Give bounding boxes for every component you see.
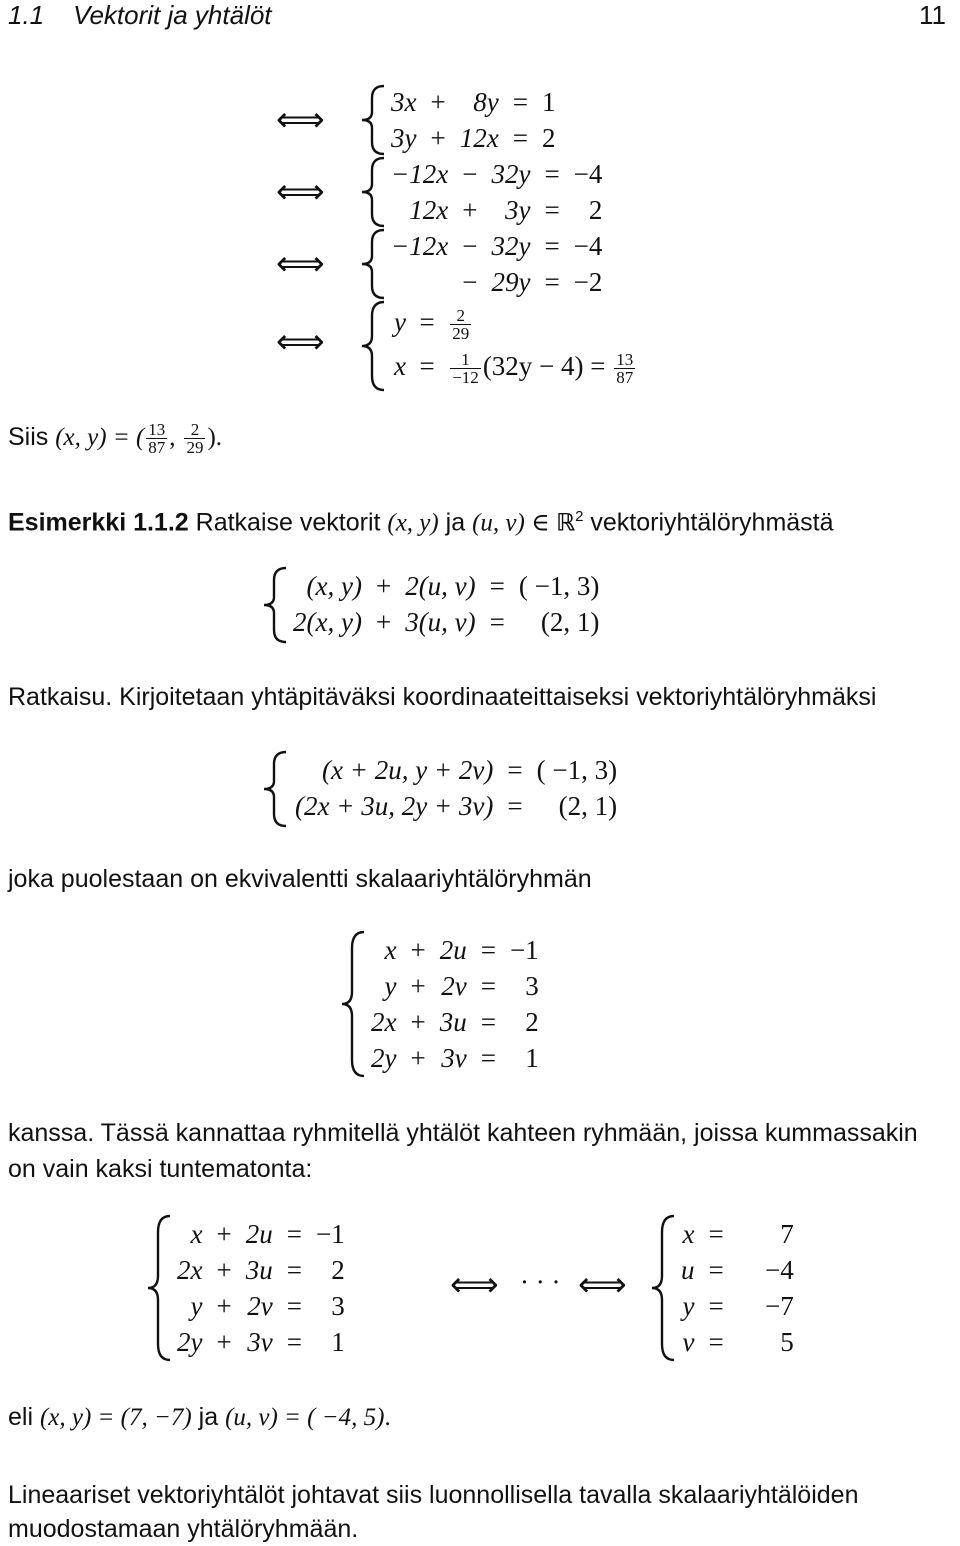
- iff-arrow-1: ⟺: [276, 100, 325, 140]
- solution-y: y = $\frac{2}{29}$: [394, 306, 470, 344]
- iff-arrow-3: ⟺: [276, 244, 325, 284]
- solution-x: x = $\frac{1}{-12}$ (32y − 4) = $\frac{13}{87}$: [394, 350, 634, 388]
- equation-row: 12x + 3y = 2: [409, 195, 603, 225]
- brace-left-icon: [650, 1214, 676, 1362]
- equation-row: 2y + 3v = 1: [177, 1327, 345, 1357]
- section-title: Vektorit ja yhtälöt: [73, 0, 272, 30]
- real-numbers-symbol: ℝ: [555, 508, 576, 537]
- equation-row: v = 5: [682, 1327, 794, 1357]
- conclusion-1: Siis (x, y) = ( $\frac{13}{87}$ , $\frac{2}{29}$ ).: [8, 419, 223, 457]
- ellipsis: · · ·: [520, 1267, 561, 1297]
- solution-intro: Ratkaisu. Kirjoitetaan yhtäpitäväksi koordinaateittaiseksi vektoriyhtälöryhmäksi: [8, 683, 877, 711]
- iff-arrow-2: ⟺: [276, 172, 325, 212]
- final-paragraph-line-2: muodostamaan yhtälöryhmään.: [8, 1515, 359, 1543]
- brace-left-icon: [146, 1214, 172, 1362]
- brace-left-icon: [360, 228, 386, 300]
- equation-row: 3x + 8y = 1: [391, 87, 556, 117]
- equation-row: x + 2u = −1: [384, 935, 539, 965]
- fraction: $\frac{13}{87}$: [148, 419, 166, 457]
- final-solution-system: [674, 1216, 801, 1360]
- paragraph-equivalent: joka puolestaan on ekvivalentti skalaariyhtälöryhmän: [8, 865, 592, 893]
- system-step-2: [384, 156, 609, 228]
- running-header: [8, 0, 272, 31]
- grouped-system: [170, 1216, 352, 1360]
- page-number: 11: [919, 0, 946, 30]
- equation-row: y + 2v = 3: [190, 1291, 345, 1321]
- brace-left-icon: [262, 566, 288, 644]
- brace-left-icon: [360, 300, 386, 392]
- iff-arrow-4: ⟺: [276, 322, 325, 362]
- fraction: $\frac{1}{-12}$: [452, 350, 479, 388]
- iff-arrow-6: ⟺: [578, 1265, 627, 1305]
- solution-label: Ratkaisu.: [8, 683, 113, 711]
- system-step-1: [384, 84, 562, 156]
- vector-system: [286, 568, 606, 640]
- paragraph-grouping-line-2: on vain kaksi tuntematonta:: [8, 1155, 313, 1183]
- equation-row: 2x + 3u = 2: [177, 1255, 345, 1285]
- conclusion-2: eli (x, y) = (7, −7) ja (u, v) = ( −4, 5).: [8, 1403, 391, 1431]
- brace-left-icon: [360, 156, 386, 228]
- equation-row: (x, y) + 2(u, v) = ( −1, 3): [306, 571, 600, 601]
- equation-row: − 29y = −2: [462, 267, 603, 297]
- equation-row: y = −7: [682, 1291, 794, 1321]
- equation-row: 3y + 12x = 2: [391, 123, 556, 153]
- section-number: 1.1: [8, 0, 45, 30]
- fraction: $\frac{2}{29}$: [452, 306, 470, 344]
- brace-left-icon: [340, 930, 366, 1078]
- equation-row: u = −4: [681, 1255, 794, 1285]
- scalar-system: [364, 932, 546, 1076]
- brace-left-icon: [360, 84, 386, 156]
- fraction: $\frac{13}{87}$: [616, 350, 634, 388]
- equation-row: 2x + 3u = 2: [371, 1007, 539, 1037]
- equation-row: −12x − 32y = −4: [391, 159, 603, 189]
- equation-row: y + 2v = 3: [384, 971, 539, 1001]
- brace-left-icon: [262, 750, 288, 828]
- example-label: Esimerkki 1.1.2: [8, 508, 189, 537]
- fraction: $\frac{2}{29}$: [186, 419, 204, 457]
- equation-row: 2y + 3v = 1: [371, 1043, 539, 1073]
- equation-row: −12x − 32y = −4: [391, 231, 603, 261]
- final-paragraph-line-1: Lineaariset vektoriyhtälöt johtavat siis luonnollisella tavalla skalaariyhtälöiden: [8, 1481, 859, 1509]
- equation-row: x = 7: [682, 1219, 794, 1249]
- equation-row: 2(x, y) + 3(u, v) = (2, 1): [293, 607, 600, 637]
- coordinate-system: [288, 752, 624, 824]
- equation-row: x + 2u = −1: [190, 1219, 345, 1249]
- equation-row: (2x + 3u, 2y + 3v) = (2, 1): [295, 791, 618, 821]
- system-step-3: [384, 228, 609, 300]
- iff-arrow-5: ⟺: [450, 1265, 499, 1305]
- paragraph-grouping-line-1: kanssa. Tässä kannattaa ryhmitellä yhtälöt kahteen ryhmään, joissa kummassakin: [8, 1119, 918, 1147]
- example-statement: Esimerkki 1.1.2 Ratkaise vektorit (x, y) ja (u, v) ∈ ℝ$^2$ vektoriyhtälöryhmästä: [8, 508, 834, 537]
- equation-row: (x + 2u, y + 2v) = ( −1, 3): [322, 755, 618, 785]
